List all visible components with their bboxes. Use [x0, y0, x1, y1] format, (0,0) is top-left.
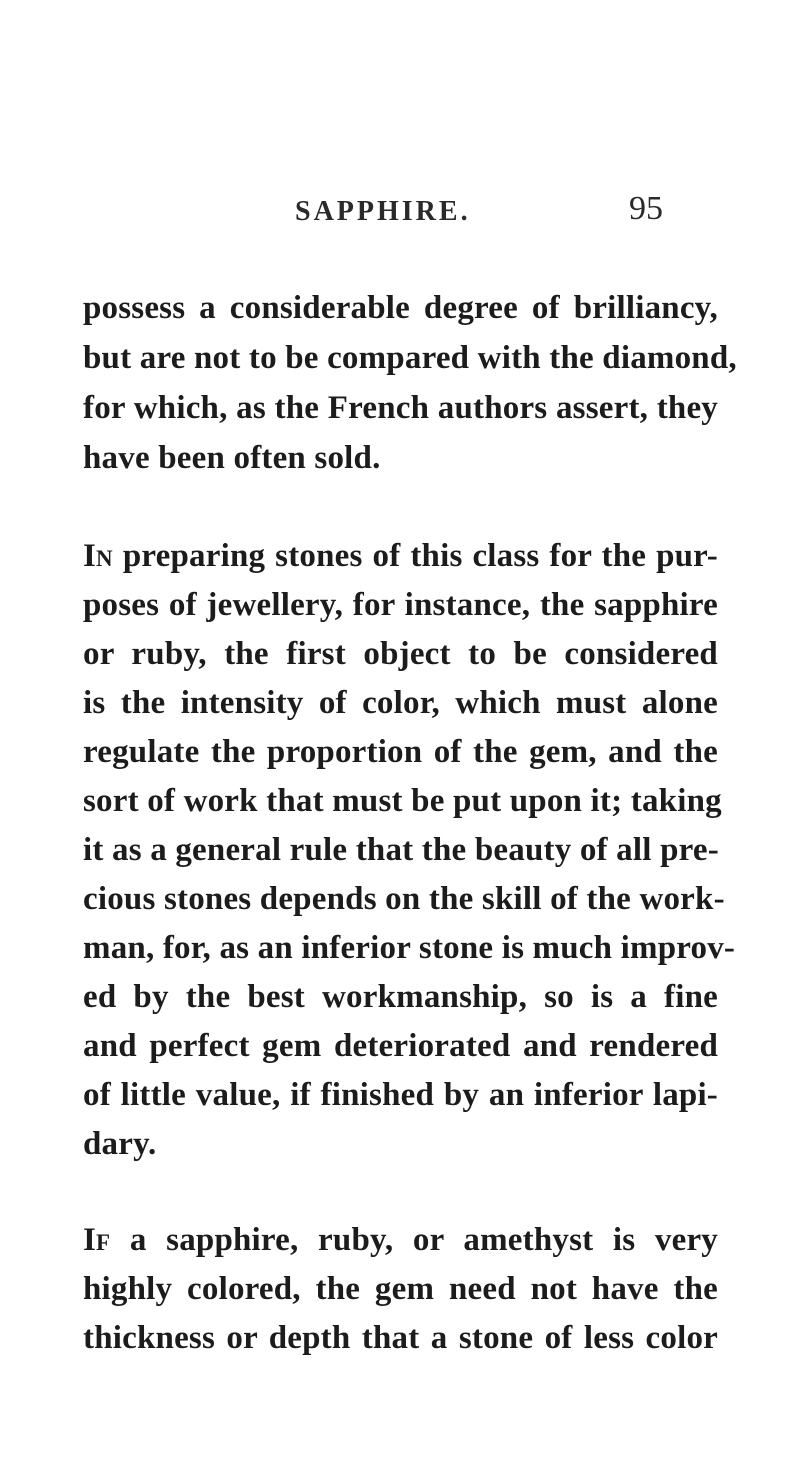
text-line: highly colored, the gem need not have the	[83, 1271, 718, 1307]
text-line: for which, as the French authors assert, they	[83, 390, 718, 426]
text-line: of little value, if finished by an inferior lapi-	[83, 1077, 718, 1113]
first-line-text: preparing stones of this class for the pur-	[112, 538, 718, 574]
text-line: dary.	[83, 1126, 157, 1162]
drop-initial: If	[83, 1222, 111, 1258]
text-line: man, for, as an inferior stone is much improv-	[83, 930, 736, 966]
drop-initial: In	[83, 538, 113, 574]
running-head: SAPPHIRE.	[295, 196, 471, 227]
text-line: regulate the proportion of the gem, and the	[83, 734, 718, 770]
text-line: sort of work that must be put upon it; taking	[83, 783, 722, 819]
first-line-text: a sapphire, ruby, or amethyst is very	[110, 1222, 718, 1258]
text-line: thickness or depth that a stone of less color	[83, 1320, 718, 1356]
text-line: but are not to be compared with the diamond,	[83, 340, 737, 376]
page-number: 95	[629, 190, 663, 227]
text-line: it as a general rule that the beauty of all pre-	[83, 832, 719, 868]
paragraph-first-line	[83, 1219, 718, 1261]
text-line: or ruby, the first object to be considered	[83, 636, 718, 672]
text-line: and perfect gem deteriorated and rendered	[83, 1028, 718, 1064]
text-line: possess a considerable degree of brilliancy,	[83, 290, 718, 326]
text-line: ed by the best workmanship, so is a fine	[83, 979, 718, 1015]
text-line: poses of jewellery, for instance, the sapphire	[83, 587, 718, 623]
text-line: is the intensity of color, which must alone	[83, 685, 718, 721]
paragraph-first-line	[83, 535, 718, 577]
text-line: have been often sold.	[83, 440, 381, 476]
text-line: cious stones depends on the skill of the work-	[83, 881, 725, 917]
